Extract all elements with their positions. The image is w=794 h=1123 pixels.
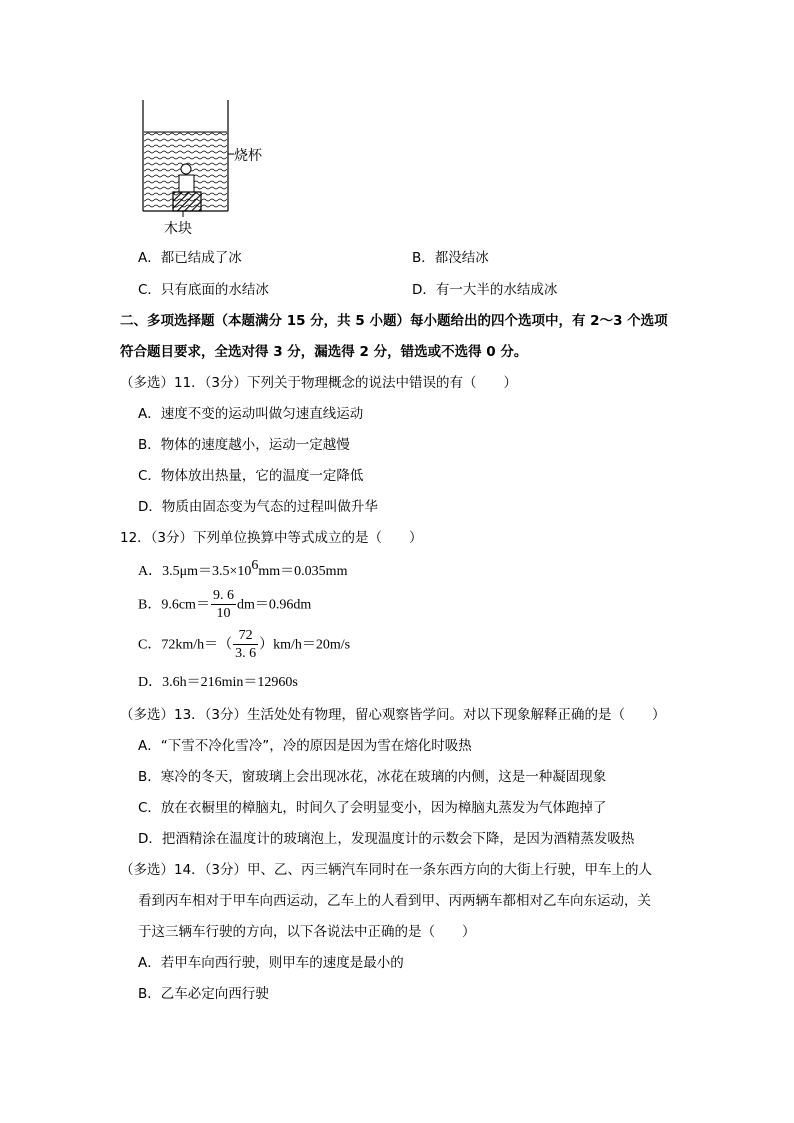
q10-option-a: A．都已结成了冰 [138,250,242,266]
q13-stem: （多选）13．（3分）生活处处有物理，留心观察皆学问。对以下现象解释正确的是（ ） [120,707,666,723]
q12-stem: 12．（3分）下列单位换算中等式成立的是（ ） [120,530,423,546]
q10-option-c: C．只有底面的水结冰 [138,282,269,298]
q11-option-b: B．物体的速度越小，运动一定越慢 [138,437,350,453]
q13-option-b: B．寒冷的冬天，窗玻璃上会出现冰花，冰花在玻璃的内侧，这是一种凝固现象 [138,769,607,785]
q10-option-b: B．都没结冰 [412,250,489,266]
q12-option-d: D．3.6h＝216min＝12960s [138,675,298,690]
q12-option-b: B．9.6cm＝ $\frac{9. 6}{10}$ dm＝0.96dm [138,588,312,621]
q11-option-a: A．速度不变的运动叫做匀速直线运动 [138,406,364,422]
fraction: $\frac{72}{3. 6}$ [235,628,257,661]
q14-stem-line1: （多选）14．（3分）甲、乙、丙三辆汽车同时在一条东西方向的大街上行驶，甲车上的人 [120,862,653,878]
q11-option-c: C．物体放出热量，它的温度一定降低 [138,468,364,484]
q13-option-d: D．把酒精涂在温度计的玻璃泡上，发现温度计的示数会下降，是因为酒精蒸发吸热 [138,831,635,847]
beaker-figure [130,95,270,245]
q11-option-d: D．物质由固态变为气态的过程叫做升华 [138,499,378,515]
q14-stem-line3: 于这三辆车行驶的方向，以下各说法中正确的是（ ） [138,924,476,940]
q14-option-a: A．若甲车向西行驶，则甲车的速度是最小的 [138,955,404,971]
section2-heading-line2: 符合题目要求，全选对得 3 分，漏选得 2 分，错选或不选得 0 分。 [120,344,528,360]
q10-option-d: D．有一大半的水结成冰 [412,282,558,298]
small-container [179,175,194,192]
q14-stem-line2: 看到丙车相对于甲车向西运动，乙车上的人看到甲、丙两辆车都相对乙车向东运动，关 [138,893,651,909]
block-label: 木块 [164,221,192,237]
q13-option-a: A．“下雪不冷化雪冷”，冷的原因是因为雪在熔化时吸热 [138,738,472,754]
q13-option-c: C．放在衣橱里的樟脑丸，时间久了会明显变小，因为樟脑丸蒸发为气体跑掉了 [138,800,607,816]
section2-heading-line1: 二、多项选择题（本题满分 15 分，共 5 小题）每小题给出的四个选项中，有 2～3 个选项 [120,313,668,329]
q11-stem: （多选）11．（3分）下列关于物理概念的说法中错误的有（ ） [120,375,518,391]
q12-option-c: C．72km/h＝（ $\frac{72}{3. 6}$ ）km/h＝20m/s [138,628,351,661]
fraction: $\frac{9. 6}{10}$ [212,588,234,621]
wooden-block [173,192,201,211]
q14-option-b: B．乙车必定向西行驶 [138,986,269,1002]
beaker-label: 烧杯 [234,148,262,164]
q12-option-a: A．$3.5\mu m=3.5\times 10^6mm=0.035mm$ [138,558,348,579]
